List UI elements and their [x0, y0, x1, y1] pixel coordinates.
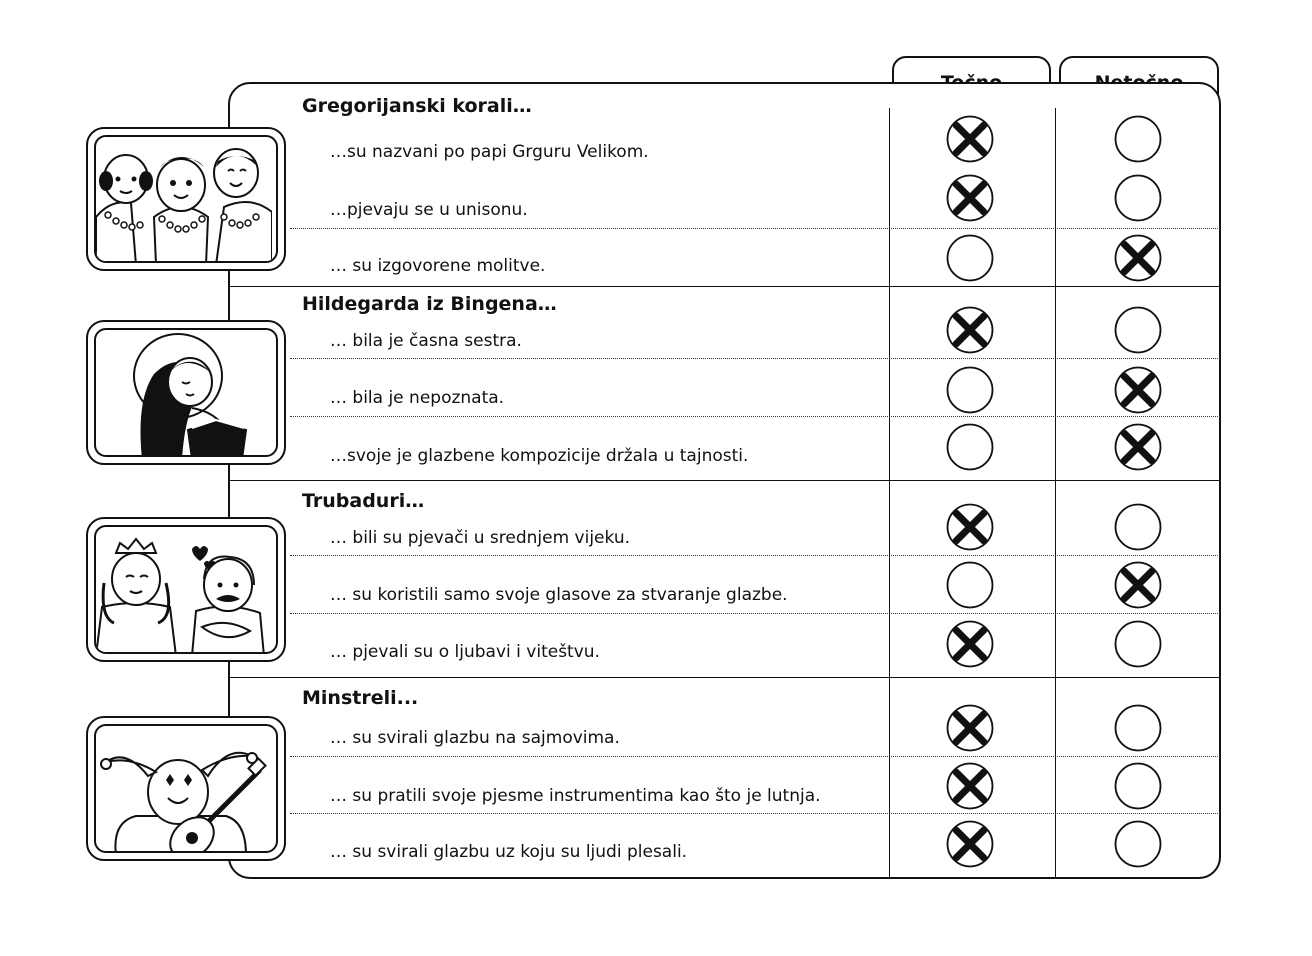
answer-option-correct-marked[interactable]: [946, 115, 994, 163]
jester-lute-icon: [96, 726, 272, 853]
answer-option-incorrect[interactable]: [1114, 820, 1162, 868]
empty-circle-icon: [1114, 762, 1162, 810]
checked-circle-icon: [946, 762, 994, 810]
statement-text: … su koristili samo svoje glasove za stvaranje glazbe.: [330, 585, 788, 605]
answer-option-correct[interactable]: [946, 423, 994, 471]
answer-option-incorrect[interactable]: [1114, 174, 1162, 222]
empty-circle-icon: [1114, 620, 1162, 668]
checked-circle-icon: [1114, 366, 1162, 414]
statement-text: … su izgovorene molitve.: [330, 256, 546, 276]
row-divider: [290, 358, 1220, 359]
row-divider: [290, 613, 1220, 614]
empty-circle-icon: [946, 423, 994, 471]
checked-circle-icon: [946, 306, 994, 354]
statement-text: … pjevali su o ljubavi i viteštvu.: [330, 642, 600, 662]
statement-text: … bili su pjevači u srednjem vijeku.: [330, 528, 631, 548]
answer-option-correct-marked[interactable]: [946, 820, 994, 868]
answer-option-correct-marked[interactable]: [946, 762, 994, 810]
checked-circle-icon: [1114, 423, 1162, 471]
checked-circle-icon: [1114, 561, 1162, 609]
section-divider: [229, 677, 1220, 678]
answer-option-correct[interactable]: [946, 366, 994, 414]
empty-circle-icon: [1114, 115, 1162, 163]
answer-option-incorrect-marked[interactable]: [1114, 366, 1162, 414]
answer-option-incorrect[interactable]: [1114, 704, 1162, 752]
empty-circle-icon: [1114, 503, 1162, 551]
troubadours-icon: [96, 527, 272, 654]
row-divider: [290, 813, 1220, 814]
checked-circle-icon: [946, 704, 994, 752]
monks-illustration: [86, 127, 286, 271]
statement-text: … su svirali glazbu uz koju su ljudi plesali.: [330, 842, 688, 862]
answer-option-correct-marked[interactable]: [946, 174, 994, 222]
answer-option-incorrect[interactable]: [1114, 115, 1162, 163]
empty-circle-icon: [1114, 820, 1162, 868]
minstrel-illustration: [86, 716, 286, 861]
answer-option-incorrect[interactable]: [1114, 620, 1162, 668]
answer-option-correct[interactable]: [946, 561, 994, 609]
row-divider: [290, 228, 1220, 229]
checked-circle-icon: [946, 503, 994, 551]
section-divider: [229, 286, 1220, 287]
checked-circle-icon: [946, 174, 994, 222]
statement-text: … bila je nepoznata.: [330, 388, 505, 408]
empty-circle-icon: [1114, 704, 1162, 752]
column-divider: [1055, 108, 1056, 879]
statement-text: …su nazvani po papi Grguru Velikom.: [330, 142, 649, 162]
answer-option-incorrect[interactable]: [1114, 306, 1162, 354]
answer-option-incorrect-marked[interactable]: [1114, 561, 1162, 609]
empty-circle-icon: [946, 366, 994, 414]
answer-option-correct-marked[interactable]: [946, 620, 994, 668]
answer-option-incorrect-marked[interactable]: [1114, 234, 1162, 282]
statement-text: … bila je časna sestra.: [330, 331, 522, 351]
checked-circle-icon: [946, 115, 994, 163]
answer-option-incorrect-marked[interactable]: [1114, 423, 1162, 471]
section-title: Minstreli...: [302, 687, 419, 709]
statement-text: … su pratili svoje pjesme instrumentima kao što je lutnja.: [330, 786, 821, 806]
answer-option-correct[interactable]: [946, 234, 994, 282]
nun-reading-icon: [96, 330, 272, 457]
answer-option-incorrect[interactable]: [1114, 762, 1162, 810]
section-title: Trubaduri…: [302, 490, 425, 512]
empty-circle-icon: [1114, 306, 1162, 354]
section-title: Gregorijanski korali…: [302, 95, 532, 117]
empty-circle-icon: [946, 561, 994, 609]
row-divider: [290, 416, 1220, 417]
checked-circle-icon: [946, 820, 994, 868]
checked-circle-icon: [1114, 234, 1162, 282]
answer-option-correct-marked[interactable]: [946, 306, 994, 354]
column-divider: [889, 108, 890, 879]
statement-text: …svoje je glazbene kompozicije držala u tajnosti.: [330, 446, 749, 466]
empty-circle-icon: [946, 234, 994, 282]
answer-option-correct-marked[interactable]: [946, 503, 994, 551]
empty-circle-icon: [1114, 174, 1162, 222]
nun-illustration: [86, 320, 286, 465]
troubadours-illustration: [86, 517, 286, 662]
statement-text: … su svirali glazbu na sajmovima.: [330, 728, 620, 748]
row-divider: [290, 555, 1220, 556]
section-divider: [229, 480, 1220, 481]
monks-icon: [96, 137, 272, 263]
statement-text: …pjevaju se u unisonu.: [330, 200, 528, 220]
answer-option-correct-marked[interactable]: [946, 704, 994, 752]
row-divider: [290, 756, 1220, 757]
checked-circle-icon: [946, 620, 994, 668]
answer-option-incorrect[interactable]: [1114, 503, 1162, 551]
section-title: Hildegarda iz Bingena…: [302, 293, 557, 315]
